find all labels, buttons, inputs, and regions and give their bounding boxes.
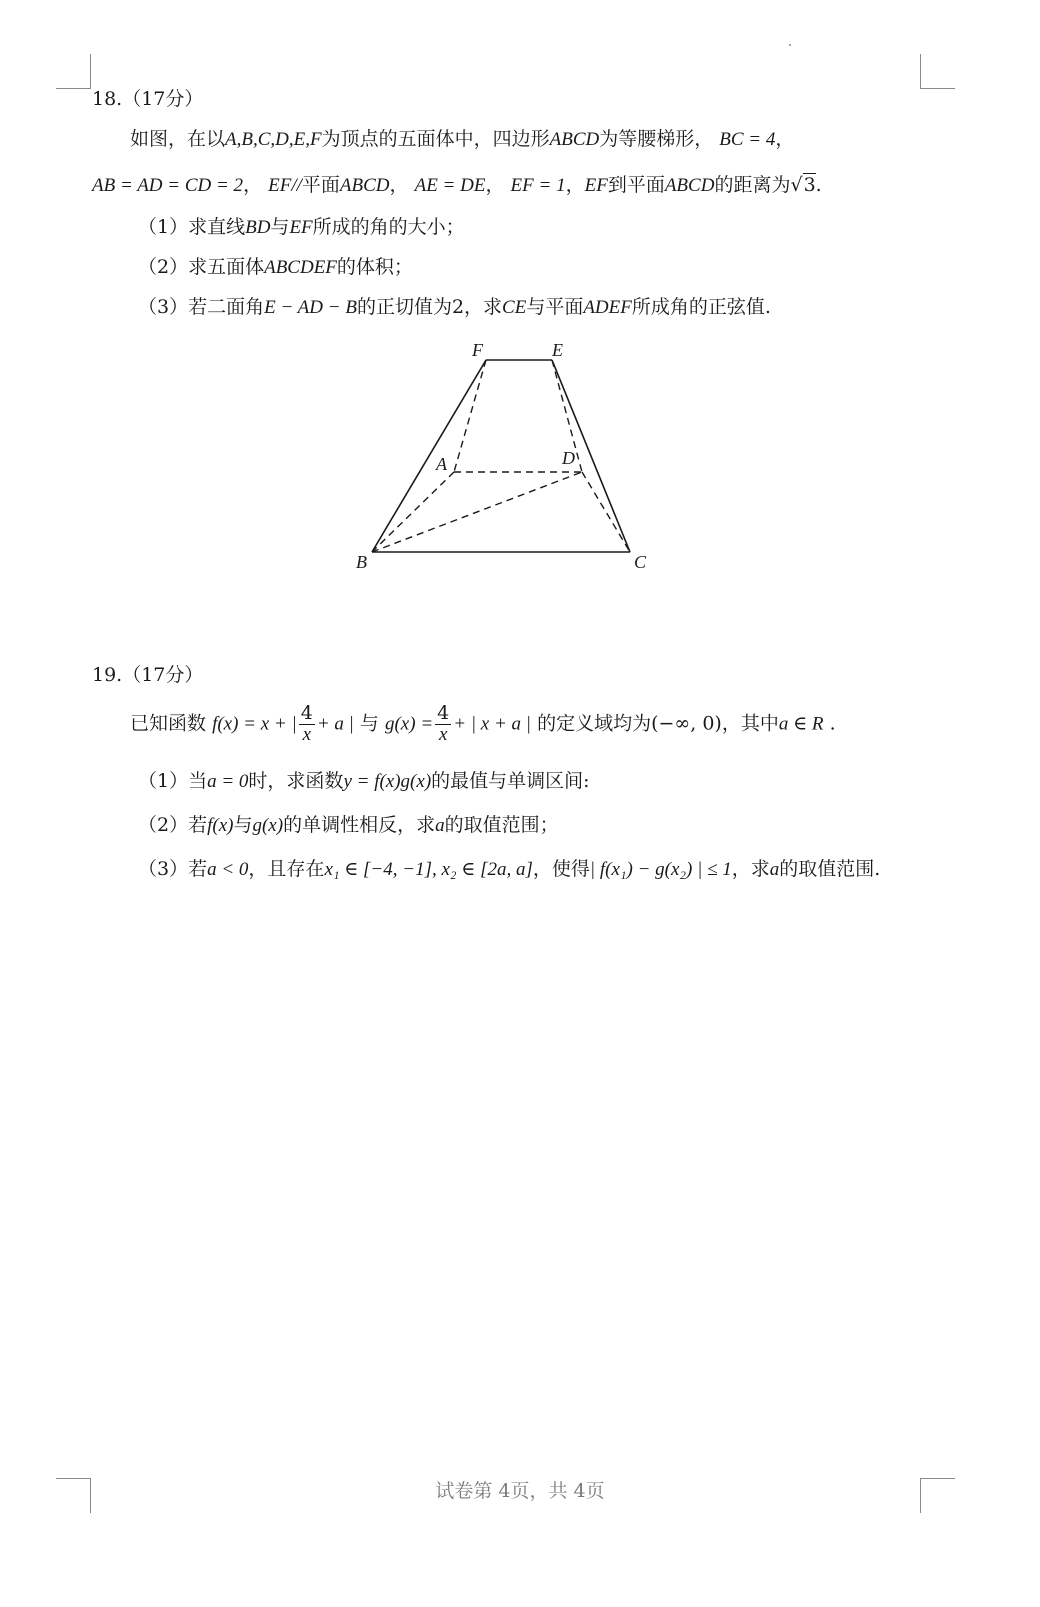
edge-fb: [372, 360, 486, 552]
q19-part2: （2）若f(x)与g(x)的单调性相反，求a的取值范围；: [138, 814, 559, 836]
edge-bd: [372, 472, 582, 552]
edge-dc: [582, 472, 630, 552]
q18-part3: （3）若二面角E − AD − B的正切值为2，求CE与平面ADEF所成角的正弦值.: [138, 296, 771, 318]
vertex-label-f: F: [472, 340, 483, 360]
vertex-label-d: D: [562, 448, 575, 468]
crop-mark-top-right: [920, 54, 955, 89]
vertex-label-e: E: [552, 340, 563, 360]
q18-stem-line2: AB = AD = CD = 2， EF//平面ABCD， AE = DE， EF = 1，EF到平面ABCD的距离为√3.: [92, 174, 822, 196]
fraction-4-over-x-2: $\frac{4}{x}$: [437, 702, 450, 745]
vertex-label-c: C: [634, 552, 647, 572]
q19-part3: （3）若a < 0，且存在x₁ ∈ [−4, −1], x₂ ∈ [2a, a]，使得| f(x₁) − g(x₂) | ≤ 1，求a的取值范围.: [138, 858, 881, 880]
q19-heading: 19.（17分）: [92, 664, 204, 686]
q19-stem: 已知函数 f(x) = x + | $\frac{4}{x}$ + a | 与 g(x) = $\frac{4}{x}$ + | x + a | 的定义域均为(−∞, 0)，其中a ∈ R .: [130, 702, 836, 745]
page-footer: 试卷第 4页，共 4页: [435, 1480, 605, 1502]
fraction-4-over-x: $\frac{4}{x}$: [300, 702, 313, 745]
q19-part1: （1）当a = 0时，求函数y = f(x)g(x)的最值与单调区间:: [138, 770, 590, 792]
pentahedron-figure: [350, 336, 670, 576]
q18-part2: （2）求五面体ABCDEF的体积；: [138, 256, 413, 278]
edge-fa: [454, 360, 486, 472]
q18-heading: 18.（17分）: [92, 88, 204, 110]
crop-mark-top-left: [56, 54, 91, 89]
q18-part1: （1）求直线BD与EF所成的角的大小；: [138, 216, 465, 238]
q18-stem-line1: 如图，在以A,B,C,D,E,F为顶点的五面体中，四边形ABCD为等腰梯形， BC = 4，: [130, 128, 795, 150]
speck: [789, 44, 791, 46]
vertex-label-a: A: [436, 454, 447, 474]
vertex-label-b: B: [356, 552, 367, 572]
